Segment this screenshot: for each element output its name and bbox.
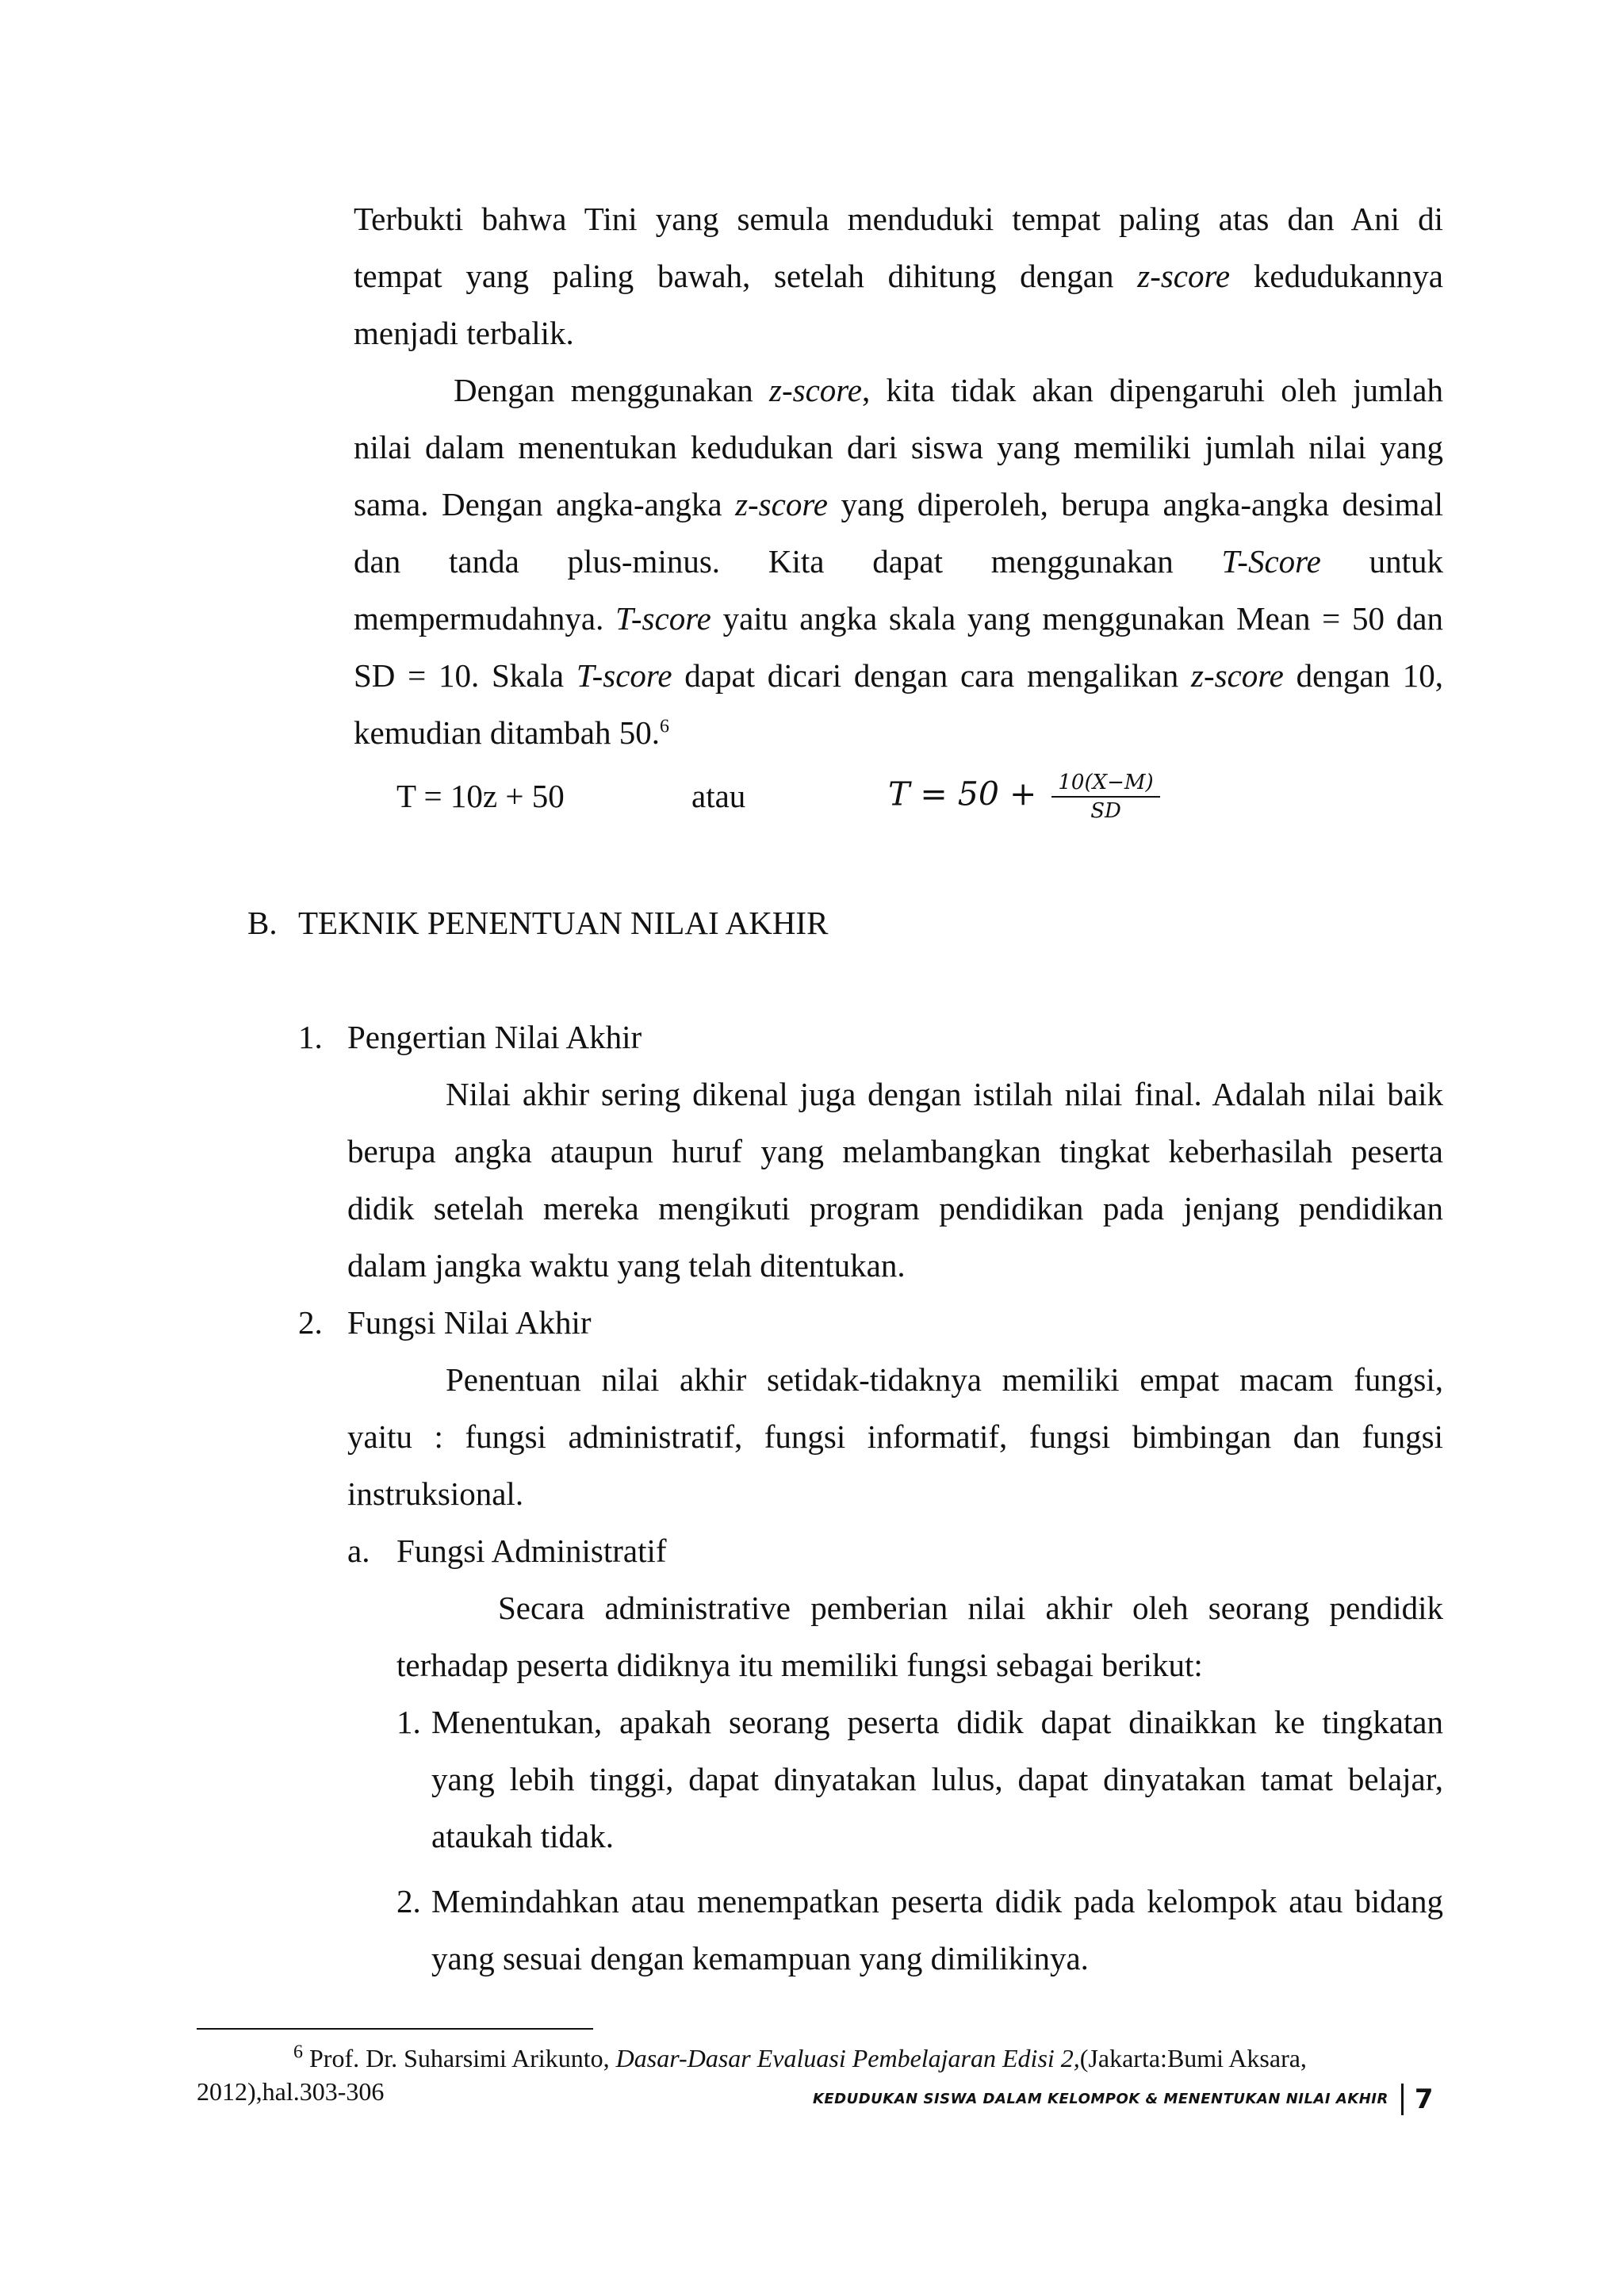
list-item-label: 2. bbox=[396, 1883, 421, 1919]
running-footer bbox=[813, 2084, 1434, 2115]
formula-fraction-form: T = 50 + $\frac{10(X-M)}{SD}$ bbox=[888, 771, 1160, 823]
fraction bbox=[1051, 771, 1159, 823]
footnote-separator bbox=[197, 2028, 593, 2030]
footer-divider bbox=[1401, 2084, 1404, 2115]
formula-or: atau bbox=[691, 778, 746, 814]
paragraph-line: dan tanda plus-minus. Kita dapat menggunakan T-Score untuk bbox=[354, 543, 1443, 580]
list-item-label: 1. bbox=[396, 1704, 421, 1740]
page-number: 7 bbox=[1414, 2084, 1434, 2115]
paragraph-line: Penentuan nilai akhir setidak-tidaknya memiliki empat macam fungsi, bbox=[446, 1361, 1443, 1398]
paragraph-line: instruksional. bbox=[347, 1475, 524, 1512]
list-item-line: ataukah tidak. bbox=[431, 1818, 614, 1854]
footnote-reference: 6 bbox=[660, 716, 669, 737]
paragraph-line: Terbukti bahwa Tini yang semula menduduki tempat paling atas dan Ani di bbox=[354, 201, 1443, 237]
paragraph-line: mempermudahnya. T-score yaitu angka skala yang menggunakan Mean = 50 dan bbox=[354, 600, 1443, 637]
section-heading: B. bbox=[247, 905, 278, 941]
paragraph-line: nilai dalam menentukan kedudukan dari siswa yang memiliki jumlah nilai yang bbox=[354, 429, 1443, 465]
subsection-title: Fungsi Nilai Akhir bbox=[347, 1304, 592, 1341]
footnote: $^6$ Prof. Dr. Suharsimi Arikunto, Dasar-Dasar Evaluasi Pembelajaran Edisi 2,(Jakarta:Bumi Aksara, 2012),hal.303-306 bbox=[197, 2042, 1307, 2106]
fraction-numerator: 10(X−M) bbox=[1051, 771, 1159, 798]
list-item-label: 1. bbox=[298, 1019, 323, 1055]
list-item-label: 2. bbox=[298, 1304, 323, 1341]
paragraph-line: kemudian ditambah 50.$^6$ bbox=[354, 714, 669, 751]
paragraph-line: dalam jangka waktu yang telah ditentukan. bbox=[347, 1247, 906, 1284]
paragraph-line: didik setelah mereka mengikuti program pendidikan pada jenjang pendidikan bbox=[347, 1190, 1443, 1226]
subsection-title: Fungsi Administratif bbox=[396, 1533, 667, 1569]
paragraph-line: Dengan menggunakan z-score, kita tidak akan dipengaruhi oleh jumlah bbox=[454, 372, 1443, 408]
formula-linear: T = 10z + 50 bbox=[396, 778, 565, 814]
list-item-line: yang lebih tinggi, dapat dinyatakan lulus, dapat dinyatakan tamat belajar, bbox=[431, 1761, 1443, 1797]
running-footer-title: KEDUDUKAN SISWA DALAM KELOMPOK & MENENTUKAN NILAI AKHIR bbox=[812, 2091, 1388, 2107]
paragraph-line: berupa angka ataupun huruf yang melambangkan tingkat keberhasilah peserta bbox=[347, 1133, 1443, 1169]
list-item-line: Menentukan, apakah seorang peserta didik dapat dinaikkan ke tingkatan bbox=[431, 1704, 1443, 1740]
subsection-title: Pengertian Nilai Akhir bbox=[347, 1019, 642, 1055]
paragraph-line: tempat yang paling bawah, setelah dihitung dengan z-score kedudukannya bbox=[354, 258, 1443, 294]
paragraph-line: yaitu : fungsi administratif, fungsi informatif, fungsi bimbingan dan fungsi bbox=[347, 1418, 1443, 1455]
paragraph-line: menjadi terbalik. bbox=[354, 315, 574, 351]
fraction-denominator: SD bbox=[1090, 799, 1121, 823]
list-item-line: yang sesuai dengan kemampuan yang dimilikinya. bbox=[431, 1940, 1089, 1976]
section-heading-title: TEKNIK PENENTUAN NILAI AKHIR bbox=[298, 905, 829, 941]
paragraph-line: terhadap peserta didiknya itu memiliki fungsi sebagai berikut: bbox=[396, 1647, 1203, 1683]
list-item-line: Memindahkan atau menempatkan peserta didik pada kelompok atau bidang bbox=[431, 1883, 1443, 1919]
paragraph-line: SD = 10. Skala T-score dapat dicari dengan cara mengalikan z-score dengan 10, bbox=[354, 657, 1444, 694]
t-score-formula bbox=[396, 771, 1189, 842]
paragraph-line: sama. Dengan angka-angka z-score yang diperoleh, berupa angka-angka desimal bbox=[354, 486, 1443, 522]
list-item-label: a. bbox=[347, 1533, 370, 1569]
paragraph-line: Nilai akhir sering dikenal juga dengan istilah nilai final. Adalah nilai baik bbox=[446, 1076, 1443, 1112]
footnote-mark: 6 bbox=[293, 2042, 303, 2063]
paragraph-line: Secara administrative pemberian nilai akhir oleh seorang pendidik bbox=[498, 1590, 1443, 1626]
